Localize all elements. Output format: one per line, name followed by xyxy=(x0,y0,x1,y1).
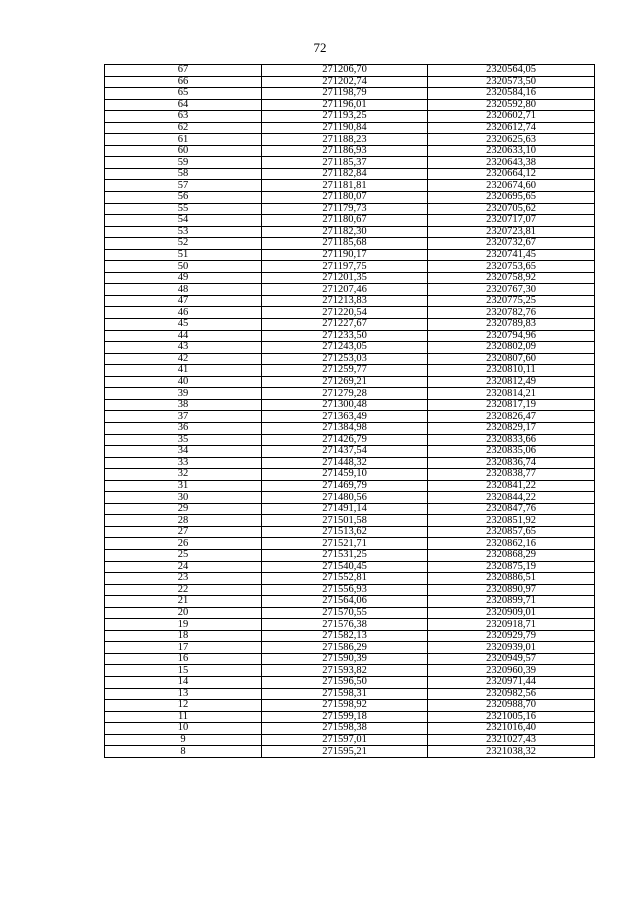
y-coordinate-cell: 2320814,21 xyxy=(428,388,595,400)
x-coordinate-cell: 271599,18 xyxy=(262,711,428,723)
x-coordinate-cell: 271186,93 xyxy=(262,145,428,157)
y-coordinate-cell: 2320612,74 xyxy=(428,122,595,134)
table-row xyxy=(105,272,595,284)
table-row xyxy=(105,573,595,585)
table-row xyxy=(105,284,595,296)
table-row xyxy=(105,503,595,515)
x-coordinate-cell: 271437,54 xyxy=(262,446,428,458)
point-number-cell: 57 xyxy=(105,180,262,192)
y-coordinate-cell: 2320817,19 xyxy=(428,399,595,411)
y-coordinate-cell: 2320789,83 xyxy=(428,319,595,331)
x-coordinate-cell: 271426,79 xyxy=(262,434,428,446)
y-coordinate-cell: 2320643,38 xyxy=(428,157,595,169)
table-row xyxy=(105,607,595,619)
x-coordinate-cell: 271556,93 xyxy=(262,584,428,596)
point-number-cell: 40 xyxy=(105,376,262,388)
point-number-cell: 34 xyxy=(105,446,262,458)
table-row xyxy=(105,584,595,596)
x-coordinate-cell: 271552,81 xyxy=(262,573,428,585)
point-number-cell: 53 xyxy=(105,226,262,238)
table-row xyxy=(105,122,595,134)
y-coordinate-cell: 2320847,76 xyxy=(428,503,595,515)
x-coordinate-cell: 271531,25 xyxy=(262,549,428,561)
table-row xyxy=(105,515,595,527)
point-number-cell: 16 xyxy=(105,653,262,665)
table-row xyxy=(105,365,595,377)
x-coordinate-cell: 271190,84 xyxy=(262,122,428,134)
point-number-cell: 36 xyxy=(105,422,262,434)
table-row xyxy=(105,215,595,227)
y-coordinate-cell: 2320564,05 xyxy=(428,65,595,77)
table-row xyxy=(105,76,595,88)
table-row xyxy=(105,168,595,180)
point-number-cell: 59 xyxy=(105,157,262,169)
x-coordinate-cell: 271570,55 xyxy=(262,607,428,619)
y-coordinate-cell: 2320862,16 xyxy=(428,538,595,550)
y-coordinate-cell: 2320838,77 xyxy=(428,469,595,481)
x-coordinate-cell: 271180,67 xyxy=(262,215,428,227)
table-row xyxy=(105,746,595,758)
y-coordinate-cell: 2320851,92 xyxy=(428,515,595,527)
x-coordinate-cell: 271590,39 xyxy=(262,653,428,665)
point-number-cell: 60 xyxy=(105,145,262,157)
table-row xyxy=(105,676,595,688)
y-coordinate-cell: 2320674,60 xyxy=(428,180,595,192)
table-row xyxy=(105,526,595,538)
y-coordinate-cell: 2320949,57 xyxy=(428,653,595,665)
point-number-cell: 30 xyxy=(105,492,262,504)
point-number-cell: 24 xyxy=(105,561,262,573)
x-coordinate-cell: 271501,58 xyxy=(262,515,428,527)
x-coordinate-cell: 271213,83 xyxy=(262,295,428,307)
y-coordinate-cell: 2320732,67 xyxy=(428,238,595,250)
table-row xyxy=(105,711,595,723)
point-number-cell: 10 xyxy=(105,723,262,735)
y-coordinate-cell: 2320939,01 xyxy=(428,642,595,654)
point-number-cell: 12 xyxy=(105,700,262,712)
x-coordinate-cell: 271595,21 xyxy=(262,746,428,758)
y-coordinate-cell: 2321016,40 xyxy=(428,723,595,735)
x-coordinate-cell: 271207,46 xyxy=(262,284,428,296)
table-row xyxy=(105,630,595,642)
table-row xyxy=(105,422,595,434)
y-coordinate-cell: 2320826,47 xyxy=(428,411,595,423)
table-row xyxy=(105,226,595,238)
y-coordinate-cell: 2320836,74 xyxy=(428,457,595,469)
point-number-cell: 17 xyxy=(105,642,262,654)
table-row xyxy=(105,469,595,481)
table-row xyxy=(105,723,595,735)
coordinates-table xyxy=(104,64,595,758)
point-number-cell: 55 xyxy=(105,203,262,215)
table-row xyxy=(105,434,595,446)
point-number-cell: 46 xyxy=(105,307,262,319)
table-row xyxy=(105,342,595,354)
table-row xyxy=(105,561,595,573)
x-coordinate-cell: 271202,74 xyxy=(262,76,428,88)
y-coordinate-cell: 2320807,60 xyxy=(428,353,595,365)
point-number-cell: 62 xyxy=(105,122,262,134)
y-coordinate-cell: 2320584,16 xyxy=(428,88,595,100)
y-coordinate-cell: 2320835,06 xyxy=(428,446,595,458)
y-coordinate-cell: 2320794,96 xyxy=(428,330,595,342)
y-coordinate-cell: 2320717,07 xyxy=(428,215,595,227)
y-coordinate-cell: 2320723,81 xyxy=(428,226,595,238)
table-row xyxy=(105,65,595,77)
table-row xyxy=(105,446,595,458)
y-coordinate-cell: 2321038,32 xyxy=(428,746,595,758)
table-row xyxy=(105,157,595,169)
y-coordinate-cell: 2320960,39 xyxy=(428,665,595,677)
x-coordinate-cell: 271593,82 xyxy=(262,665,428,677)
point-number-cell: 20 xyxy=(105,607,262,619)
table-row xyxy=(105,261,595,273)
table-row xyxy=(105,307,595,319)
x-coordinate-cell: 271259,77 xyxy=(262,365,428,377)
table-row xyxy=(105,295,595,307)
x-coordinate-cell: 271586,29 xyxy=(262,642,428,654)
point-number-cell: 26 xyxy=(105,538,262,550)
point-number-cell: 52 xyxy=(105,238,262,250)
table-row xyxy=(105,457,595,469)
y-coordinate-cell: 2321027,43 xyxy=(428,734,595,746)
x-coordinate-cell: 271598,31 xyxy=(262,688,428,700)
table-row xyxy=(105,111,595,123)
x-coordinate-cell: 271384,98 xyxy=(262,422,428,434)
x-coordinate-cell: 271459,10 xyxy=(262,469,428,481)
point-number-cell: 49 xyxy=(105,272,262,284)
x-coordinate-cell: 271179,73 xyxy=(262,203,428,215)
point-number-cell: 42 xyxy=(105,353,262,365)
x-coordinate-cell: 271597,01 xyxy=(262,734,428,746)
table-row xyxy=(105,376,595,388)
y-coordinate-cell: 2320890,97 xyxy=(428,584,595,596)
table-row xyxy=(105,88,595,100)
y-coordinate-cell: 2320633,10 xyxy=(428,145,595,157)
x-coordinate-cell: 271188,23 xyxy=(262,134,428,146)
y-coordinate-cell: 2320705,62 xyxy=(428,203,595,215)
x-coordinate-cell: 271201,35 xyxy=(262,272,428,284)
page-number: 72 xyxy=(313,40,327,55)
y-coordinate-cell: 2320810,11 xyxy=(428,365,595,377)
point-number-cell: 25 xyxy=(105,549,262,561)
point-number-cell: 28 xyxy=(105,515,262,527)
table-row xyxy=(105,99,595,111)
x-coordinate-cell: 271190,17 xyxy=(262,249,428,261)
y-coordinate-cell: 2320868,29 xyxy=(428,549,595,561)
point-number-cell: 64 xyxy=(105,99,262,111)
point-number-cell: 23 xyxy=(105,573,262,585)
x-coordinate-cell: 271227,67 xyxy=(262,319,428,331)
x-coordinate-cell: 271540,45 xyxy=(262,561,428,573)
y-coordinate-cell: 2320741,45 xyxy=(428,249,595,261)
table-row xyxy=(105,480,595,492)
y-coordinate-cell: 2320886,51 xyxy=(428,573,595,585)
x-coordinate-cell: 271220,54 xyxy=(262,307,428,319)
x-coordinate-cell: 271185,68 xyxy=(262,238,428,250)
point-number-cell: 21 xyxy=(105,596,262,608)
table-row xyxy=(105,538,595,550)
point-number-cell: 43 xyxy=(105,342,262,354)
table-row xyxy=(105,700,595,712)
x-coordinate-cell: 271182,84 xyxy=(262,168,428,180)
y-coordinate-cell: 2320909,01 xyxy=(428,607,595,619)
point-number-cell: 14 xyxy=(105,676,262,688)
x-coordinate-cell: 271300,48 xyxy=(262,399,428,411)
point-number-cell: 45 xyxy=(105,319,262,331)
table-row xyxy=(105,319,595,331)
point-number-cell: 32 xyxy=(105,469,262,481)
x-coordinate-cell: 271363,49 xyxy=(262,411,428,423)
x-coordinate-cell: 271180,07 xyxy=(262,192,428,204)
x-coordinate-cell: 271576,38 xyxy=(262,619,428,631)
y-coordinate-cell: 2320841,22 xyxy=(428,480,595,492)
y-coordinate-cell: 2320664,12 xyxy=(428,168,595,180)
y-coordinate-cell: 2320833,66 xyxy=(428,434,595,446)
table-row xyxy=(105,642,595,654)
x-coordinate-cell: 271185,37 xyxy=(262,157,428,169)
table-row xyxy=(105,180,595,192)
x-coordinate-cell: 271243,05 xyxy=(262,342,428,354)
point-number-cell: 44 xyxy=(105,330,262,342)
x-coordinate-cell: 271480,56 xyxy=(262,492,428,504)
point-number-cell: 41 xyxy=(105,365,262,377)
point-number-cell: 63 xyxy=(105,111,262,123)
y-coordinate-cell: 2320982,56 xyxy=(428,688,595,700)
point-number-cell: 47 xyxy=(105,295,262,307)
y-coordinate-cell: 2320971,44 xyxy=(428,676,595,688)
y-coordinate-cell: 2320829,17 xyxy=(428,422,595,434)
x-coordinate-cell: 271196,01 xyxy=(262,99,428,111)
table-row xyxy=(105,145,595,157)
x-coordinate-cell: 271469,79 xyxy=(262,480,428,492)
point-number-cell: 37 xyxy=(105,411,262,423)
y-coordinate-cell: 2320875,19 xyxy=(428,561,595,573)
x-coordinate-cell: 271253,03 xyxy=(262,353,428,365)
table-row xyxy=(105,249,595,261)
y-coordinate-cell: 2320899,71 xyxy=(428,596,595,608)
x-coordinate-cell: 271198,79 xyxy=(262,88,428,100)
table-row xyxy=(105,238,595,250)
point-number-cell: 54 xyxy=(105,215,262,227)
x-coordinate-cell: 271279,28 xyxy=(262,388,428,400)
x-coordinate-cell: 271206,70 xyxy=(262,65,428,77)
x-coordinate-cell: 271513,62 xyxy=(262,526,428,538)
x-coordinate-cell: 271582,13 xyxy=(262,630,428,642)
x-coordinate-cell: 271233,50 xyxy=(262,330,428,342)
y-coordinate-cell: 2320625,63 xyxy=(428,134,595,146)
table-row xyxy=(105,734,595,746)
x-coordinate-cell: 271521,71 xyxy=(262,538,428,550)
coordinates-table-body xyxy=(105,65,595,758)
y-coordinate-cell: 2320812,49 xyxy=(428,376,595,388)
point-number-cell: 35 xyxy=(105,434,262,446)
x-coordinate-cell: 271193,25 xyxy=(262,111,428,123)
point-number-cell: 50 xyxy=(105,261,262,273)
y-coordinate-cell: 2320857,65 xyxy=(428,526,595,538)
table-row xyxy=(105,619,595,631)
y-coordinate-cell: 2320929,79 xyxy=(428,630,595,642)
point-number-cell: 51 xyxy=(105,249,262,261)
y-coordinate-cell: 2320802,09 xyxy=(428,342,595,354)
table-row xyxy=(105,411,595,423)
table-row xyxy=(105,134,595,146)
point-number-cell: 65 xyxy=(105,88,262,100)
table-row xyxy=(105,353,595,365)
table-row xyxy=(105,399,595,411)
point-number-cell: 56 xyxy=(105,192,262,204)
y-coordinate-cell: 2320775,25 xyxy=(428,295,595,307)
point-number-cell: 61 xyxy=(105,134,262,146)
point-number-cell: 39 xyxy=(105,388,262,400)
y-coordinate-cell: 2320592,80 xyxy=(428,99,595,111)
x-coordinate-cell: 271491,14 xyxy=(262,503,428,515)
x-coordinate-cell: 271598,92 xyxy=(262,700,428,712)
point-number-cell: 15 xyxy=(105,665,262,677)
y-coordinate-cell: 2320602,71 xyxy=(428,111,595,123)
table-row xyxy=(105,192,595,204)
point-number-cell: 18 xyxy=(105,630,262,642)
x-coordinate-cell: 271564,06 xyxy=(262,596,428,608)
point-number-cell: 38 xyxy=(105,399,262,411)
point-number-cell: 27 xyxy=(105,526,262,538)
y-coordinate-cell: 2320573,50 xyxy=(428,76,595,88)
y-coordinate-cell: 2321005,16 xyxy=(428,711,595,723)
point-number-cell: 19 xyxy=(105,619,262,631)
x-coordinate-cell: 271596,50 xyxy=(262,676,428,688)
y-coordinate-cell: 2320844,22 xyxy=(428,492,595,504)
point-number-cell: 58 xyxy=(105,168,262,180)
x-coordinate-cell: 271448,32 xyxy=(262,457,428,469)
table-row xyxy=(105,596,595,608)
point-number-cell: 66 xyxy=(105,76,262,88)
table-row xyxy=(105,330,595,342)
y-coordinate-cell: 2320782,76 xyxy=(428,307,595,319)
table-row xyxy=(105,665,595,677)
table-row xyxy=(105,688,595,700)
x-coordinate-cell: 271197,75 xyxy=(262,261,428,273)
point-number-cell: 29 xyxy=(105,503,262,515)
table-row xyxy=(105,492,595,504)
y-coordinate-cell: 2320918,71 xyxy=(428,619,595,631)
table-row xyxy=(105,203,595,215)
y-coordinate-cell: 2320758,92 xyxy=(428,272,595,284)
y-coordinate-cell: 2320767,30 xyxy=(428,284,595,296)
point-number-cell: 8 xyxy=(105,746,262,758)
point-number-cell: 11 xyxy=(105,711,262,723)
point-number-cell: 9 xyxy=(105,734,262,746)
point-number-cell: 22 xyxy=(105,584,262,596)
point-number-cell: 13 xyxy=(105,688,262,700)
point-number-cell: 31 xyxy=(105,480,262,492)
point-number-cell: 33 xyxy=(105,457,262,469)
y-coordinate-cell: 2320753,65 xyxy=(428,261,595,273)
table-row xyxy=(105,653,595,665)
x-coordinate-cell: 271598,38 xyxy=(262,723,428,735)
table-row xyxy=(105,388,595,400)
x-coordinate-cell: 271182,30 xyxy=(262,226,428,238)
y-coordinate-cell: 2320988,70 xyxy=(428,700,595,712)
x-coordinate-cell: 271181,81 xyxy=(262,180,428,192)
point-number-cell: 67 xyxy=(105,65,262,77)
y-coordinate-cell: 2320695,65 xyxy=(428,192,595,204)
x-coordinate-cell: 271269,21 xyxy=(262,376,428,388)
table-row xyxy=(105,549,595,561)
point-number-cell: 48 xyxy=(105,284,262,296)
